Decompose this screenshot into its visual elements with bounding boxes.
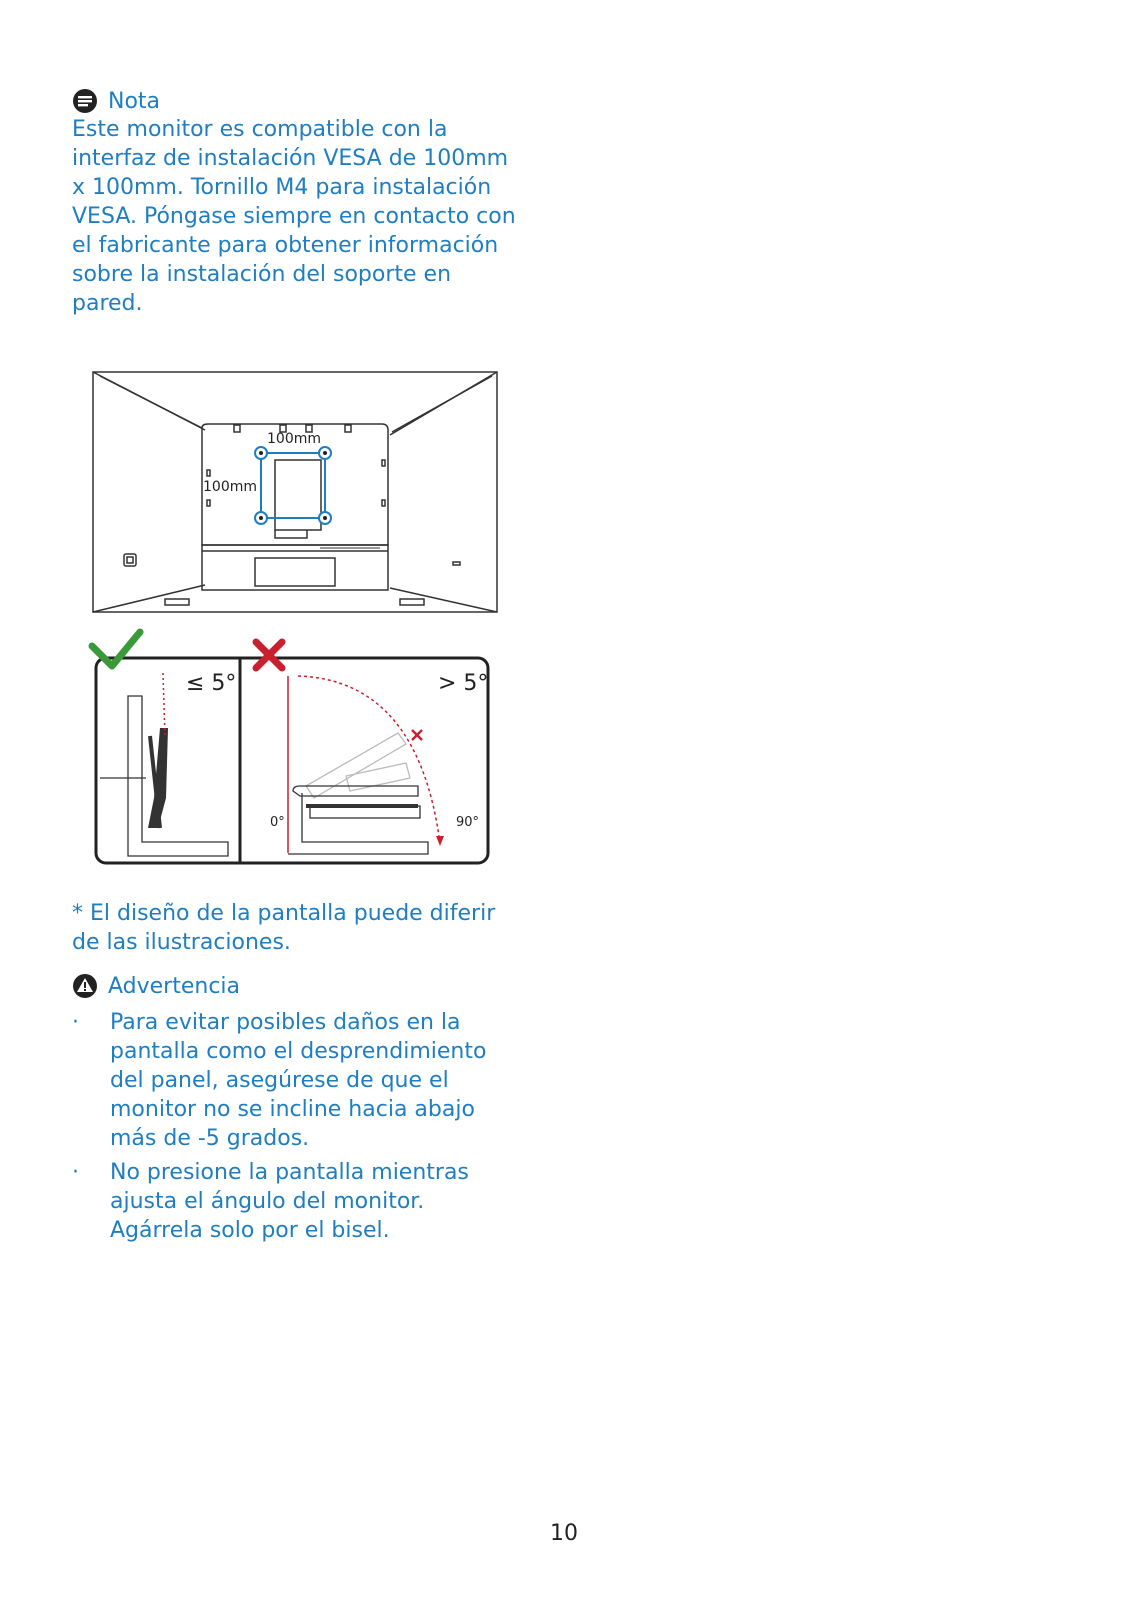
bullet-line: del panel, asegúrese de que el	[110, 1068, 449, 1093]
vesa-width-label: 100mm	[267, 431, 321, 447]
note-title: Nota	[108, 88, 161, 114]
tilt-ninety-label: 90°	[456, 815, 480, 830]
warning-heading	[72, 973, 240, 999]
warning-bullet	[72, 1008, 572, 1158]
cross-icon	[256, 642, 282, 668]
bullet-line: Para evitar posibles daños en la	[110, 1010, 461, 1035]
disclaimer-line: * El diseño de la pantalla puede diferir	[72, 901, 496, 926]
bullet-line: No presione la pantalla mientras	[110, 1160, 469, 1185]
disclaimer-paragraph	[72, 899, 495, 957]
warning-title: Advertencia	[108, 973, 241, 999]
note-line: x 100mm. Tornillo M4 para instalación	[72, 175, 492, 200]
note-line: Este monitor es compatible con la	[72, 117, 448, 142]
tilt-angle-illustration	[88, 628, 498, 878]
note-line: sobre la instalación del soporte en	[72, 262, 452, 287]
vesa-height-label: 100mm	[203, 479, 257, 495]
note-line: pared.	[72, 291, 143, 316]
page-number: 10	[550, 1521, 578, 1546]
bullet-line: ajusta el ángulo del monitor.	[110, 1189, 425, 1214]
bullet-line: Agárrela solo por el bisel.	[110, 1218, 390, 1243]
vesa-monitor-back-illustration	[90, 370, 510, 620]
note-paragraph	[72, 115, 516, 318]
tilt-zero-label: 0°	[270, 815, 285, 830]
disclaimer-line: de las ilustraciones.	[72, 930, 291, 955]
note-line: VESA. Póngase siempre en contacto con	[72, 204, 516, 229]
bullet-line: pantalla como el desprendimiento	[110, 1039, 487, 1064]
bullet-line: más de -5 grados.	[110, 1126, 310, 1151]
bullet-dot: ·	[72, 1010, 79, 1035]
bullet-line: monitor no se incline hacia abajo	[110, 1097, 475, 1122]
bullet-dot: ·	[72, 1160, 79, 1185]
note-icon	[72, 88, 98, 114]
tilt-ok-label: ≤ 5°	[186, 671, 237, 696]
note-heading	[72, 88, 160, 114]
note-line: interfaz de instalación VESA de 100mm	[72, 146, 509, 171]
warning-bullet	[72, 1158, 572, 1248]
note-line: el fabricante para obtener información	[72, 233, 499, 258]
warning-icon	[72, 973, 98, 999]
tilt-bad-label: > 5°	[438, 671, 489, 696]
tilt-limit-cross	[412, 730, 422, 740]
vesa-hole-pattern	[255, 447, 331, 524]
